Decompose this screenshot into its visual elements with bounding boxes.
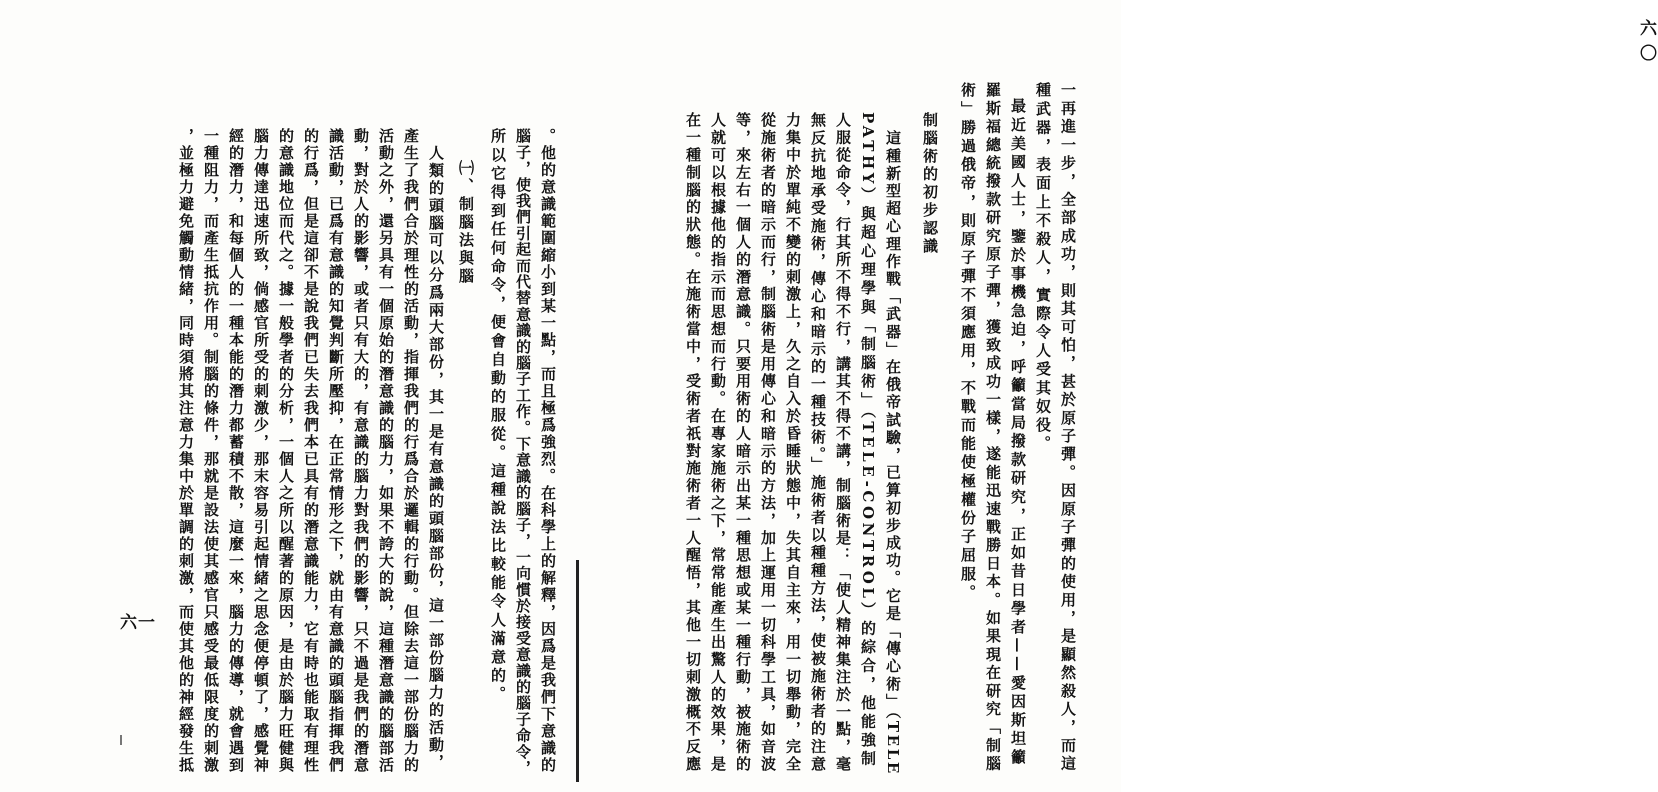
page-number-left: 六一: [120, 613, 156, 633]
text-column: ，並極力避免觸動情緒，同時須將其注意力集中於單調的刺激，而使其他的神經發生抵: [177, 128, 195, 774]
text-column: 腦子，使我們引起而代替意識的腦子工作。下意識的腦子，一向慣於接受意識的腦子命令，: [514, 128, 532, 776]
section-heading: ㈠、制腦法與腦: [457, 160, 475, 286]
text-column: 人就可以根據他的指示而思想而行動。在專家施術之下，常常能產生出驚人的效果，是: [709, 112, 727, 774]
text-column: 的意識地位而代之。據一般學者的分析，一個人之所以醒著的原因，是由於腦力旺健與: [277, 128, 295, 774]
text-column: 力集中於單純不變的刺激上，久之自入於昏睡狀態中，失其自主來，用一切舉動，完全: [784, 112, 802, 774]
text-column: 這種新型超心理作戰「武器」在俄帝試驗，已算初步成功。它是「傳心術」（TELE: [884, 130, 902, 776]
section-heading: 制腦術的初步認識: [921, 112, 939, 256]
binding-gutter: [576, 560, 579, 782]
text-column: 的行爲，但是這卻不是說我們已失去我們本已具有的潛意識能力，它有時也能取有理性: [302, 128, 320, 774]
text-column: 一種阻力，而產生抵抗作用。制腦的條件，那就是設法使其感官只感受最低限度的刺激: [202, 128, 220, 774]
text-column: 活動之外，還另具有一個原始的潛意識的腦力，如果不誇大的說，這種潛意識的腦部活: [377, 128, 395, 774]
text-column: 動，對於人的影響，或者只有大的，有意識的腦力對我們的影響，只不過是我們的潛意: [352, 128, 370, 774]
text-column: 羅斯福總統撥款研究原子彈，獲致成功一樣，遂能迅速戰勝日本。如果現在研究「制腦: [984, 82, 1002, 774]
text-column: PATHY）與超心理學與「制腦術」（TELE-CONTROL）的綜合，他能強制: [859, 112, 877, 769]
text-column: 產生了我們合於理性的活動，指揮我們的行爲合於邏輯的行動。但除去這一部份腦力的: [402, 128, 420, 774]
text-column: 種武器，表面上不殺人，實際令人受其奴役。: [1034, 82, 1052, 454]
page-number-right: 六〇: [1640, 19, 1658, 64]
text-column: 等，來左右一個人的潛意識。只要用術的人暗示出某一種思想或某一種行動，被施術的: [734, 112, 752, 774]
text-column: 最近美國人士，鑒於事機急迫，呼籲當局撥款研究，正如昔日學者——愛因斯坦籲: [1009, 98, 1027, 768]
text-column: 腦力傳達迅速所致，倘感官所受的刺激少，那末容易引起情緒之思念便停頓了，感覺神: [252, 128, 270, 774]
text-column: 。他的意識範圍縮小到某一點，而且極爲強烈。在科學上的解釋，因爲是我們下意識的: [539, 128, 557, 774]
text-column: 無反抗地承受施術，傳心和暗示的一種技術。」施術者以種種方法，使被施術者的注意: [809, 112, 827, 774]
text-column: 識活動，已爲有意識的知覺判斷所壓抑，在正常情形之下，就由有意識的頭腦指揮我們: [327, 128, 345, 774]
text-column: 一再進一步，全部成功，則其可怕，甚於原子彈。因原子彈的使用，是顯然殺人，而這: [1059, 82, 1077, 774]
text-column: 所以它得到任何命令，便會自動的服從。這種說法比較能令人滿意的。: [489, 128, 507, 705]
text-column: 術」勝過俄帝，則原子彈不須應用，不戰而能使極權份子屈服。: [959, 82, 977, 603]
text-column: 經的潛力，和每個人的一種本能的潛力都蓄積不散，這麼一來，腦力的傳導，就會遇到: [227, 128, 245, 774]
text-column: 人類的頭腦可以分爲兩大部份，其一是有意識的頭腦部份，這一部份腦力的活動，: [427, 145, 445, 772]
text-column: 人服從命令，行其所不得不行，講其不得不講，制腦術是：「使人精神集注於一點，毫: [834, 112, 852, 774]
text-column: 在一種制腦的狀態。在施術當中，受術者祇對施術者一人醒悟，其他一切刺激概不反應: [684, 112, 702, 774]
edge-mark: [120, 735, 122, 745]
text-column: 從施術者的暗示而行，制腦術是用傳心和暗示的方法，加上運用一切科學工具，如音波: [759, 112, 777, 774]
